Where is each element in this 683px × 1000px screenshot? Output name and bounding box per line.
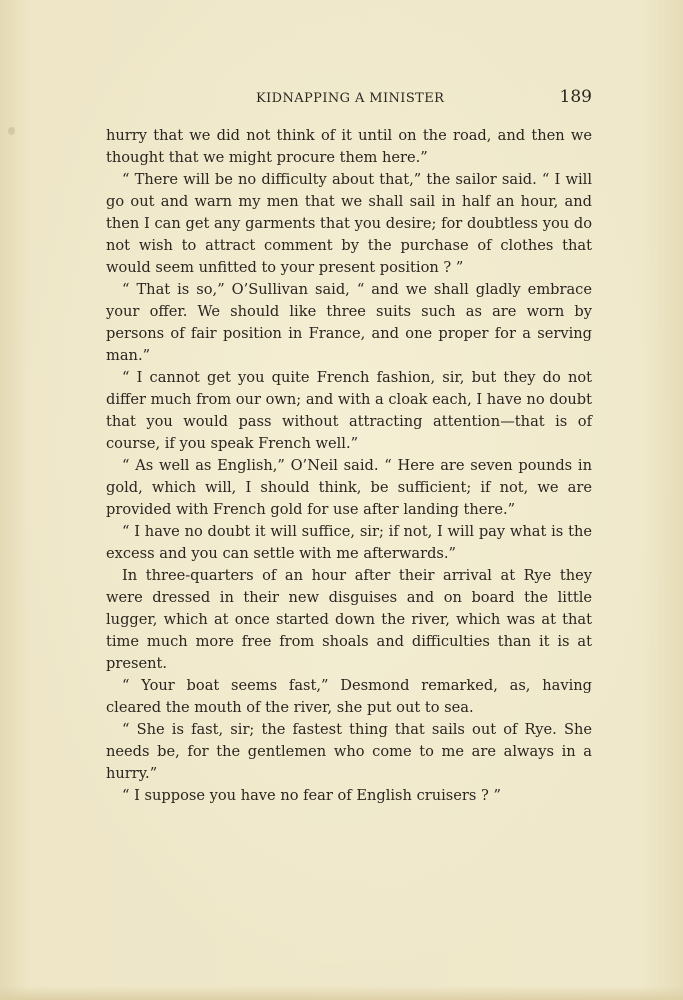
- page-edge: [0, 986, 683, 1000]
- paragraph: “ I have no doubt it will suffice, sir; if not, I will pay what is the excess and you can settle with me afterwards.”: [106, 523, 592, 562]
- paragraph: “ That is so,” O’Sullivan said, “ and we shall gladly embrace your offer. We should like three suits such as are worn by persons of fair position in France, and one proper for a serving man.”: [106, 281, 592, 364]
- page-number: 189: [559, 87, 592, 107]
- paragraph: “ As well as English,” O’Neil said. “ Here are seven pounds in gold, which will, I should think, be sufficient; if not, we are provided with French gold for use after landing there.”: [106, 457, 592, 518]
- paragraph: “ I cannot get you quite French fashion, sir, but they do not differ much from our own; and with a cloak each, I have no doubt that you would pass without attracting attention—that is of course, if you speak French well.”: [106, 369, 592, 452]
- paragraph: “ She is fast, sir; the fastest thing that sails out of Rye. She needs be, for the gentlemen who come to me are always in a hurry.”: [106, 721, 592, 782]
- paper-spot: [8, 127, 15, 135]
- body-text: [106, 125, 592, 807]
- paragraph: In three-quarters of an hour after their arrival at Rye they were dressed in their new disguises and on board the little lugger, which at once started down the river, which was at that time much more free from shoals and difficulties than it is at present.: [106, 567, 592, 672]
- paragraph: hurry that we did not think of it until on the road, and then we thought that we might procure them here.”: [106, 127, 592, 166]
- page-header: [106, 87, 592, 109]
- paragraph: “ Your boat seems fast,” Desmond remarked, as, having cleared the mouth of the river, she put out to sea.: [106, 677, 592, 716]
- paragraph: “ I suppose you have no fear of English cruisers ? ”: [122, 787, 501, 804]
- paragraph: “ There will be no difficulty about that,” the sailor said. “ I will go out and warn my men that we shall sail in half an hour, and then I can get any garments that you desire; for doubtless you do not wish to attract comment by the purchase of clothes that would seem unfitted to your present position ? ”: [106, 171, 592, 276]
- running-title: KIDNAPPING A MINISTER: [256, 91, 445, 106]
